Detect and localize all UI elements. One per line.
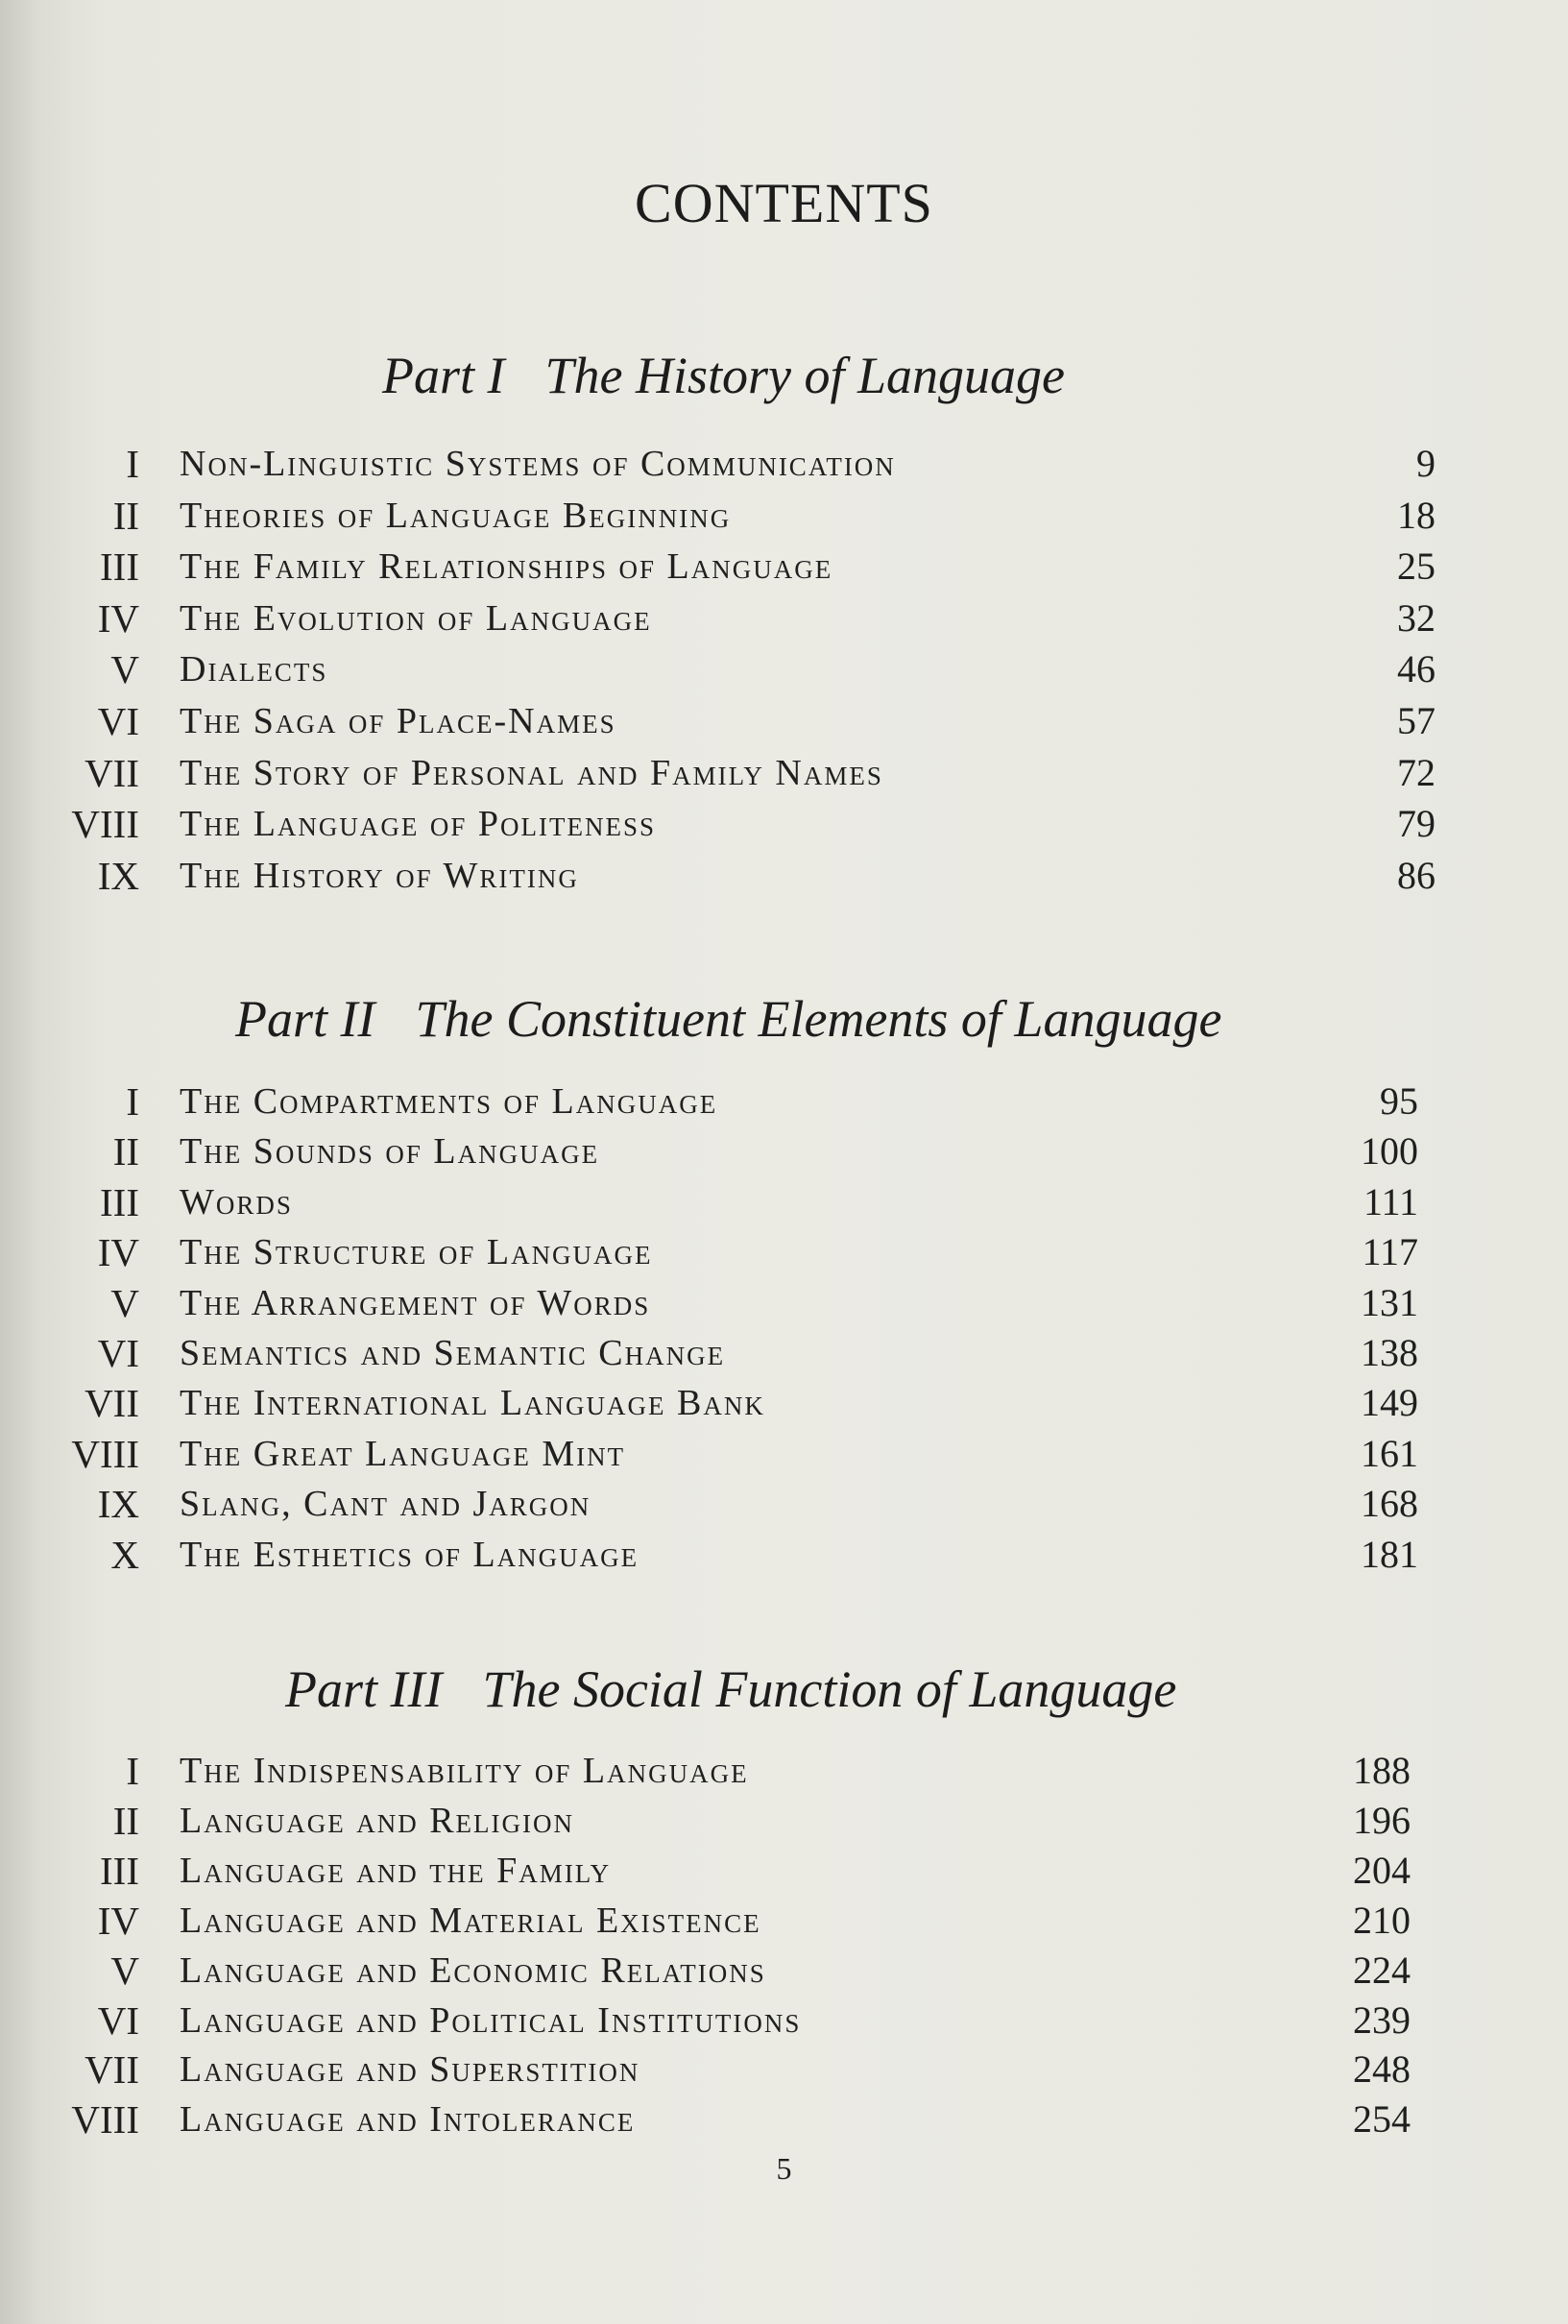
chapter-title: Language and Political Institutions [180, 2000, 802, 2041]
chapter-page-number: 239 [1353, 1998, 1411, 2042]
chapter-title: Non-Linguistic Systems of Communication [180, 444, 896, 484]
chapter-number: VI [97, 699, 139, 743]
chapter-title: The Sounds of Language [180, 1131, 600, 1172]
chapter-number: IV [97, 1230, 139, 1274]
toc-entry [0, 1796, 1568, 1846]
chapter-page-number: 254 [1353, 2097, 1411, 2141]
chapter-number: II [112, 1129, 139, 1174]
toc-entry [0, 1530, 1568, 1580]
toc-entry [0, 1328, 1568, 1378]
chapter-page-number: 32 [1397, 596, 1435, 640]
chapter-title: The International Language Bank [180, 1383, 765, 1423]
chapter-page-number: 196 [1353, 1799, 1411, 1842]
chapter-page-number: 188 [1353, 1749, 1411, 1792]
chapter-title: Language and Superstition [180, 2049, 640, 2090]
part-heading [235, 989, 1221, 1049]
chapter-number: V [110, 1949, 139, 1993]
chapter-number: VI [97, 1331, 139, 1375]
chapter-number: V [110, 1281, 139, 1325]
toc-entry [0, 696, 1568, 746]
chapter-page-number: 161 [1361, 1432, 1418, 1475]
chapter-number: IV [97, 1899, 139, 1943]
chapter-number: II [112, 494, 139, 538]
chapter-number: II [112, 1799, 139, 1843]
toc-entry [0, 1746, 1568, 1796]
chapter-number: VIII [71, 802, 139, 846]
chapter-title: The Story of Personal and Family Names [180, 753, 883, 793]
chapter-title: The Indispensability of Language [180, 1751, 749, 1791]
chapter-number: I [126, 1749, 139, 1793]
chapter-number: IX [97, 854, 139, 898]
part-title: The History of Language [544, 347, 1066, 404]
chapter-page-number: 25 [1397, 545, 1435, 588]
chapter-title: Language and Economic Relations [180, 1950, 766, 1991]
toc-entry [0, 1996, 1568, 2046]
toc-entry [0, 1896, 1568, 1946]
toc-entry [0, 1378, 1568, 1428]
chapter-title: The Great Language Mint [180, 1434, 626, 1474]
part-label: Part III [285, 1660, 443, 1718]
chapter-page-number: 72 [1397, 751, 1435, 794]
chapter-page-number: 100 [1361, 1129, 1418, 1173]
chapter-page-number: 204 [1353, 1849, 1411, 1892]
toc-entry [0, 1077, 1568, 1126]
chapter-title: Language and Intolerance [180, 2099, 636, 2140]
chapter-page-number: 248 [1353, 2047, 1411, 2091]
chapter-title: Words [180, 1182, 293, 1223]
chapter-page-number: 138 [1361, 1331, 1418, 1374]
chapter-number: III [100, 1849, 139, 1893]
chapter-title: Language and Material Existence [180, 1900, 761, 1941]
chapter-title: The Language of Politeness [180, 804, 657, 844]
chapter-title: The Family Relationships of Language [180, 546, 833, 587]
chapter-page-number: 46 [1397, 647, 1435, 690]
toc-entry [0, 1278, 1568, 1328]
chapter-number: III [100, 545, 139, 589]
chapter-number: VIII [71, 1432, 139, 1476]
toc-entry [0, 1946, 1568, 1996]
chapter-number: X [110, 1533, 139, 1577]
toc-entry [0, 542, 1568, 592]
toc-entry [0, 1227, 1568, 1277]
chapter-page-number: 117 [1362, 1230, 1418, 1273]
toc-entry [0, 644, 1568, 694]
toc-entry [0, 1126, 1568, 1176]
chapter-page-number: 224 [1353, 1949, 1411, 1992]
chapter-page-number: 18 [1397, 494, 1435, 537]
toc-entry [0, 439, 1568, 489]
chapter-number: VII [84, 751, 139, 795]
chapter-title: Language and Religion [180, 1801, 575, 1841]
toc-entry [0, 851, 1568, 901]
chapter-page-number: 9 [1416, 442, 1435, 485]
chapter-page-number: 131 [1361, 1281, 1418, 1324]
part-heading [382, 346, 1065, 405]
part-heading [285, 1659, 1176, 1719]
chapter-page-number: 181 [1361, 1533, 1418, 1576]
part-title: The Constituent Elements of Language [415, 990, 1222, 1048]
chapter-title: Slang, Cant and Jargon [180, 1484, 591, 1524]
chapter-title: The Arrangement of Words [180, 1283, 651, 1323]
chapter-number: V [110, 647, 139, 691]
part-label: Part II [235, 990, 375, 1048]
chapter-title: The Evolution of Language [180, 598, 652, 639]
toc-entry [0, 799, 1568, 849]
chapter-number: VII [84, 2047, 139, 2092]
chapter-page-number: 86 [1397, 854, 1435, 897]
toc-entry [0, 2045, 1568, 2094]
chapter-title: Dialects [180, 649, 328, 690]
toc-entry [0, 593, 1568, 643]
chapter-number: VIII [71, 2097, 139, 2142]
chapter-title: The Structure of Language [180, 1232, 653, 1272]
part-label: Part I [382, 347, 505, 404]
chapter-number: VII [84, 1381, 139, 1425]
toc-entry [0, 1429, 1568, 1479]
chapter-page-number: 95 [1380, 1079, 1418, 1123]
chapter-page-number: 79 [1397, 802, 1435, 845]
chapter-page-number: 111 [1363, 1180, 1418, 1223]
chapter-number: VI [97, 1998, 139, 2043]
toc-entry [0, 748, 1568, 798]
chapter-title: The History of Writing [180, 856, 579, 896]
chapter-number: I [126, 1079, 139, 1124]
toc-entry [0, 491, 1568, 541]
chapter-page-number: 210 [1353, 1899, 1411, 1942]
chapter-page-number: 149 [1361, 1381, 1418, 1424]
chapter-number: III [100, 1180, 139, 1224]
part-title: The Social Function of Language [482, 1660, 1177, 1718]
toc-entry [0, 1479, 1568, 1529]
chapter-page-number: 168 [1361, 1482, 1418, 1525]
toc-entry [0, 1846, 1568, 1896]
chapter-title: Theories of Language Beginning [180, 496, 732, 536]
chapter-number: IV [97, 596, 139, 641]
page-title: CONTENTS [635, 172, 933, 234]
chapter-title: Semantics and Semantic Change [180, 1333, 726, 1373]
page-number: 5 [776, 2151, 792, 2186]
toc-entry [0, 1177, 1568, 1227]
chapter-title: The Esthetics of Language [180, 1535, 639, 1575]
chapter-title: The Saga of Place-Names [180, 701, 616, 741]
chapter-page-number: 57 [1397, 699, 1435, 742]
chapter-title: The Compartments of Language [180, 1081, 718, 1122]
chapter-title: Language and the Family [180, 1851, 612, 1891]
chapter-number: IX [97, 1482, 139, 1526]
toc-entry [0, 2094, 1568, 2144]
chapter-number: I [126, 442, 139, 486]
